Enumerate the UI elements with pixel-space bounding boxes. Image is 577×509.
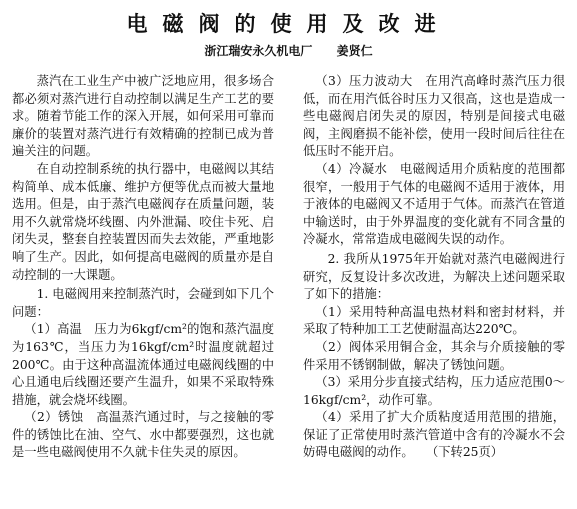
- section-heading: 2. 我所从1975年开始就对蒸汽电磁阀进行研究，反复设计多次改进，为解决上述问题采取了如下的措施：: [303, 251, 565, 302]
- list-item: （4）采用了扩大介质粘度适用范围的措施，保证了正常使用时蒸汽管道中含有的冷凝水不会妨碍电磁阀的动作。 （下转25页）: [303, 410, 565, 460]
- list-item: （3）压力波动大 在用汽高峰时蒸汽压力很低，而在用汽低谷时压力又很高，这也是造成一些电磁阀启闭失灵的原因，特别是间接式电磁阀，主阀磨损不能补偿，使用一段时间后往往在低压时不能开启。: [303, 74, 565, 159]
- left-column: [12, 73, 274, 462]
- list-item: （1）高温 压力为6kgf/cm²的饱和蒸汽温度为163℃，当压力为16kgf/cm²时温度就超过200℃。由于这种高温流体通过电磁阀线圈的中心且通电后线圈还要产生温升，如果不采取特殊措施，就会烧坏线圈。: [12, 322, 274, 407]
- list-item: （2）锈蚀 高温蒸汽通过时，与之接触的零件的锈蚀比在油、空气、水中都要强烈，这也就是一些电磁阀使用不久就卡住失灵的原因。: [12, 410, 274, 460]
- list-item: （1）采用特种高温电热材料和密封材料，并采取了特种加工工艺使耐温高达220℃。: [303, 304, 565, 337]
- list-item: （2）阀体采用铜合金，其余与介质接触的零件采用不锈钢制做，解决了锈蚀问题。: [303, 339, 565, 372]
- list-item: （4）冷凝水 电磁阀适用介质粘度的范围都很窄，一般用于气体的电磁阀不适用于液体，用于液体的电磁阀又不适用于气体。而蒸汽在管道中输送时，由于外界温度的变化就有不同含量的冷凝水，常常造成电磁阀失误的动作。: [303, 161, 565, 247]
- author: 姜贤仁: [336, 44, 373, 58]
- byline: [0, 42, 577, 59]
- section-heading: 1. 电磁阀用来控制蒸汽时，会碰到如下几个问题：: [12, 287, 274, 319]
- right-column: [303, 73, 565, 462]
- paragraph: 在自动控制系统的执行器中，电磁阀以其结构简单、成本低廉、维护方便等优点而被大量地选用。但是，由于蒸汽电磁阀存在质量问题，装用不久就常烧坏线圈、内外泄漏、咬住卡死、启闭失灵，整套自控装置因而失去效能，严重地影响了生产。因此，如何提高电磁阀的质量亦是自动控制的一大课题。: [12, 161, 274, 282]
- affiliation: 浙江瑞安永久机电厂: [204, 44, 313, 58]
- list-item: （3）采用分步直接式结构，压力适应范围0～16kgf/cm²，动作可靠。: [303, 375, 565, 407]
- paragraph: 蒸汽在工业生产中被广泛地应用，很多场合都必须对蒸汽进行自动控制以满足生产工艺的要求。随着节能工作的深入开展，如何采用可靠而廉价的装置对蒸汽进行有效精确的控制已成为普遍关注的问题。: [12, 74, 274, 159]
- article-title: 电磁阀的使用及改进: [126, 12, 451, 36]
